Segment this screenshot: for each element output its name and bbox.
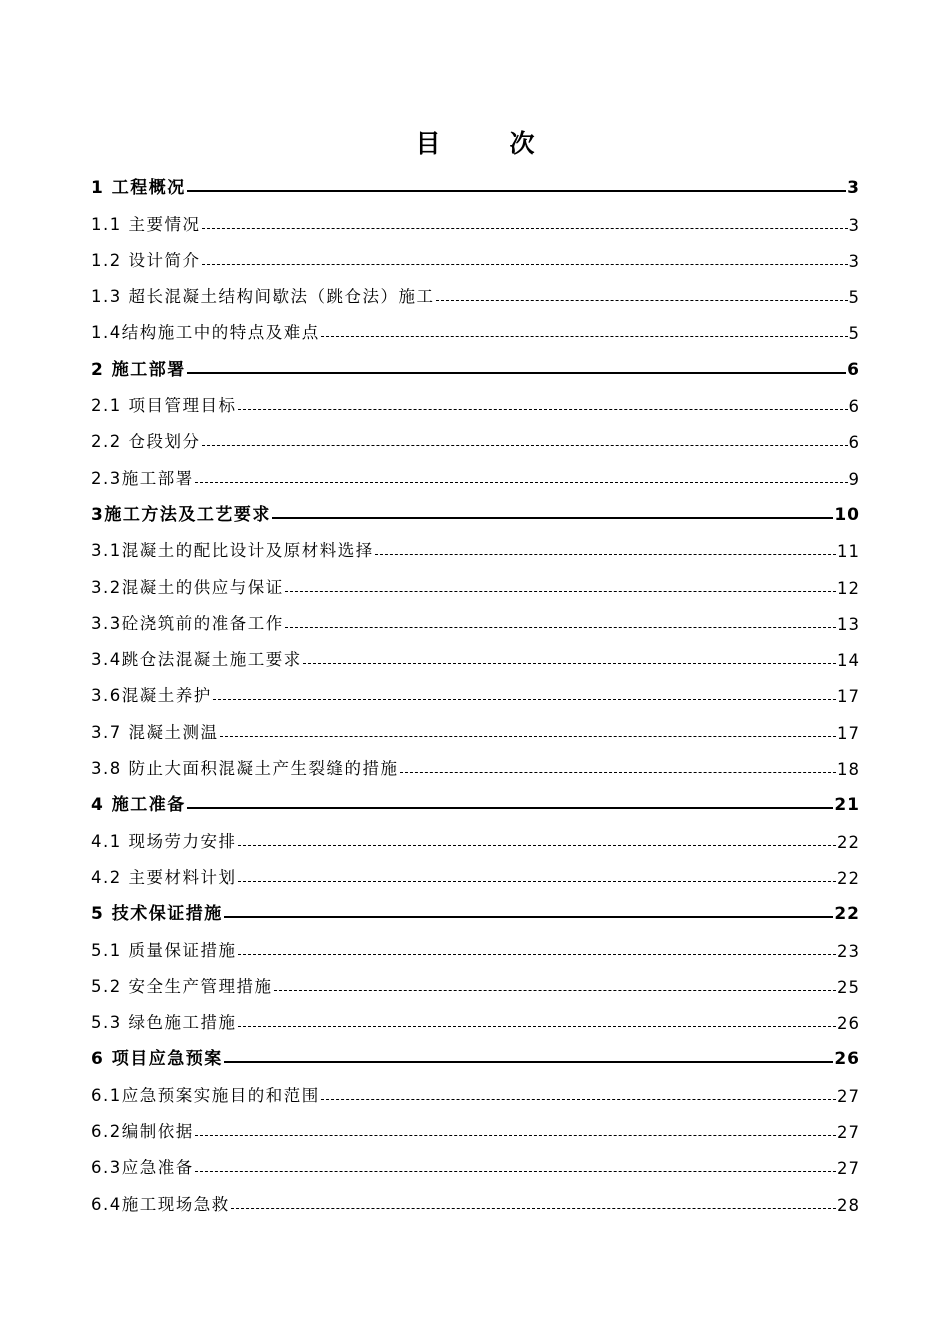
toc-page-number: 9 — [848, 469, 860, 489]
toc-subsection-entry[interactable] — [91, 997, 860, 1033]
toc-page-number: 22 — [837, 832, 860, 852]
toc-leader-line — [238, 954, 837, 955]
toc-subsection-entry[interactable] — [91, 235, 860, 271]
toc-entry-title: 6.3应急准备 — [91, 1158, 194, 1178]
toc-page-number: 3 — [848, 215, 860, 235]
toc-leader-line — [238, 845, 837, 846]
toc-subsection-entry[interactable] — [91, 1178, 860, 1214]
toc-leader-line — [303, 663, 836, 664]
toc-page-number: 21 — [834, 795, 860, 816]
toc-subsection-entry[interactable] — [91, 1069, 860, 1105]
toc-page-number: 12 — [837, 578, 860, 598]
toc-leader-line — [375, 554, 836, 555]
toc-subsection-entry[interactable] — [91, 706, 860, 742]
toc-entry-title: 3.7 混凝土测温 — [91, 722, 219, 742]
toc-section-entry[interactable] — [91, 343, 860, 379]
toc-entry-title: 5.1 质量保证措施 — [91, 940, 237, 960]
toc-leader-line — [195, 1135, 836, 1136]
toc-leader-line — [187, 807, 834, 809]
toc-entry-title: 4.1 现场劳力安排 — [91, 831, 237, 851]
toc-page-number: 22 — [834, 904, 860, 925]
toc-entry-title: 1.2 设计简介 — [91, 250, 201, 270]
toc-entry-title: 1 工程概况 — [91, 178, 186, 199]
toc-subsection-entry[interactable] — [91, 271, 860, 307]
toc-entry-title: 2 施工部署 — [91, 359, 186, 380]
toc-page-number: 10 — [834, 504, 860, 525]
toc-leader-line — [187, 190, 846, 192]
toc-entry-title: 3.3砼浇筑前的准备工作 — [91, 613, 284, 633]
toc-entry-title: 1.4结构施工中的特点及难点 — [91, 323, 320, 343]
toc-entry-title: 5.2 安全生产管理措施 — [91, 976, 273, 996]
toc-subsection-entry[interactable] — [91, 670, 860, 706]
toc-entry-title: 3.6混凝土养护 — [91, 686, 212, 706]
toc-subsection-entry[interactable] — [91, 743, 860, 779]
toc-leader-line — [224, 916, 834, 918]
toc-leader-line — [274, 990, 837, 991]
toc-page-number: 5 — [848, 288, 860, 308]
toc-leader-line — [400, 772, 837, 773]
toc-section-entry[interactable] — [91, 1033, 860, 1069]
toc-page-number: 17 — [837, 687, 860, 707]
toc-leader-line — [220, 736, 837, 737]
toc-page-number: 3 — [847, 178, 860, 199]
toc-subsection-entry[interactable] — [91, 561, 860, 597]
toc-leader-line — [202, 445, 848, 446]
toc-subsection-entry[interactable] — [91, 1142, 860, 1178]
toc-page-number: 14 — [837, 651, 860, 671]
toc-subsection-entry[interactable] — [91, 416, 860, 452]
toc-page-number: 26 — [834, 1049, 860, 1070]
toc-leader-line — [238, 1026, 837, 1027]
toc-entry-title: 3.1混凝土的配比设计及原材料选择 — [91, 541, 374, 561]
toc-page-number: 22 — [837, 868, 860, 888]
toc-entry-title: 1.3 超长混凝土结构间歇法（跳仓法）施工 — [91, 287, 435, 307]
toc-subsection-entry[interactable] — [91, 452, 860, 488]
toc-page-number: 17 — [837, 723, 860, 743]
toc-page-number: 18 — [837, 760, 860, 780]
toc-subsection-entry[interactable] — [91, 1106, 860, 1142]
toc-subsection-entry[interactable] — [91, 634, 860, 670]
toc-page-number: 27 — [837, 1123, 860, 1143]
toc-subsection-entry[interactable] — [91, 924, 860, 960]
toc-subsection-entry[interactable] — [91, 307, 860, 343]
toc-entry-title: 4.2 主要材料计划 — [91, 867, 237, 887]
toc-entry-title: 5 技术保证措施 — [91, 904, 223, 925]
toc-page-number: 5 — [848, 324, 860, 344]
toc-entry-title: 2.2 仓段划分 — [91, 432, 201, 452]
toc-page-number: 25 — [837, 977, 860, 997]
toc-leader-line — [285, 591, 836, 592]
toc-leader-line — [195, 482, 848, 483]
toc-leader-line — [187, 372, 846, 374]
toc-subsection-entry[interactable] — [91, 525, 860, 561]
toc-entry-title: 3.2混凝土的供应与保证 — [91, 577, 284, 597]
toc-title: 目 次 — [415, 129, 557, 158]
toc-page-number: 11 — [837, 542, 860, 562]
toc-subsection-entry[interactable] — [91, 815, 860, 851]
toc-leader-line — [238, 409, 848, 410]
toc-entry-title: 6.2编制依据 — [91, 1122, 194, 1142]
toc-subsection-entry[interactable] — [91, 598, 860, 634]
toc-entry-title: 3施工方法及工艺要求 — [91, 504, 271, 525]
toc-entry-title: 2.3施工部署 — [91, 468, 194, 488]
toc-page-number: 28 — [837, 1195, 860, 1215]
toc-section-entry[interactable] — [91, 162, 860, 198]
toc-subsection-entry[interactable] — [91, 198, 860, 234]
toc-entry-title: 3.4跳仓法混凝土施工要求 — [91, 650, 302, 670]
toc-leader-line — [436, 300, 848, 301]
toc-entry-title: 4 施工准备 — [91, 795, 186, 816]
toc-leader-line — [321, 1099, 836, 1100]
toc-subsection-entry[interactable] — [91, 852, 860, 888]
toc-entry-title: 6.4施工现场急救 — [91, 1194, 230, 1214]
toc-section-entry[interactable] — [91, 888, 860, 924]
toc-page-number: 3 — [848, 251, 860, 271]
toc-leader-line — [195, 1171, 836, 1172]
toc-page-number: 23 — [837, 941, 860, 961]
toc-leader-line — [202, 228, 848, 229]
toc-page-number: 26 — [837, 1014, 860, 1034]
toc-entry-title: 2.1 项目管理目标 — [91, 396, 237, 416]
toc-leader-line — [321, 336, 848, 337]
toc-leader-line — [285, 627, 836, 628]
toc-entry-title: 3.8 防止大面积混凝土产生裂缝的措施 — [91, 759, 399, 779]
toc-page-number: 6 — [848, 397, 860, 417]
toc-leader-line — [272, 517, 833, 519]
toc-page-number: 27 — [837, 1086, 860, 1106]
toc-page-number: 6 — [848, 433, 860, 453]
toc-page-number: 27 — [837, 1159, 860, 1179]
toc-entry-title: 6 项目应急预案 — [91, 1049, 223, 1070]
toc-subsection-entry[interactable] — [91, 961, 860, 997]
toc-leader-line — [231, 1208, 836, 1209]
toc-entry-title: 1.1 主要情况 — [91, 214, 201, 234]
toc-leader-line — [202, 264, 848, 265]
toc-section-entry[interactable] — [91, 779, 860, 815]
toc-leader-line — [213, 699, 836, 700]
toc-subsection-entry[interactable] — [91, 380, 860, 416]
toc-leader-line — [224, 1061, 834, 1063]
toc-entry-title: 6.1应急预案实施目的和范围 — [91, 1085, 320, 1105]
toc-leader-line — [238, 881, 837, 882]
toc-page-number: 13 — [837, 614, 860, 634]
toc-entry-title: 5.3 绿色施工措施 — [91, 1013, 237, 1033]
toc-page-number: 6 — [847, 359, 860, 380]
table-of-contents — [91, 162, 860, 1215]
toc-section-entry[interactable] — [91, 489, 860, 525]
